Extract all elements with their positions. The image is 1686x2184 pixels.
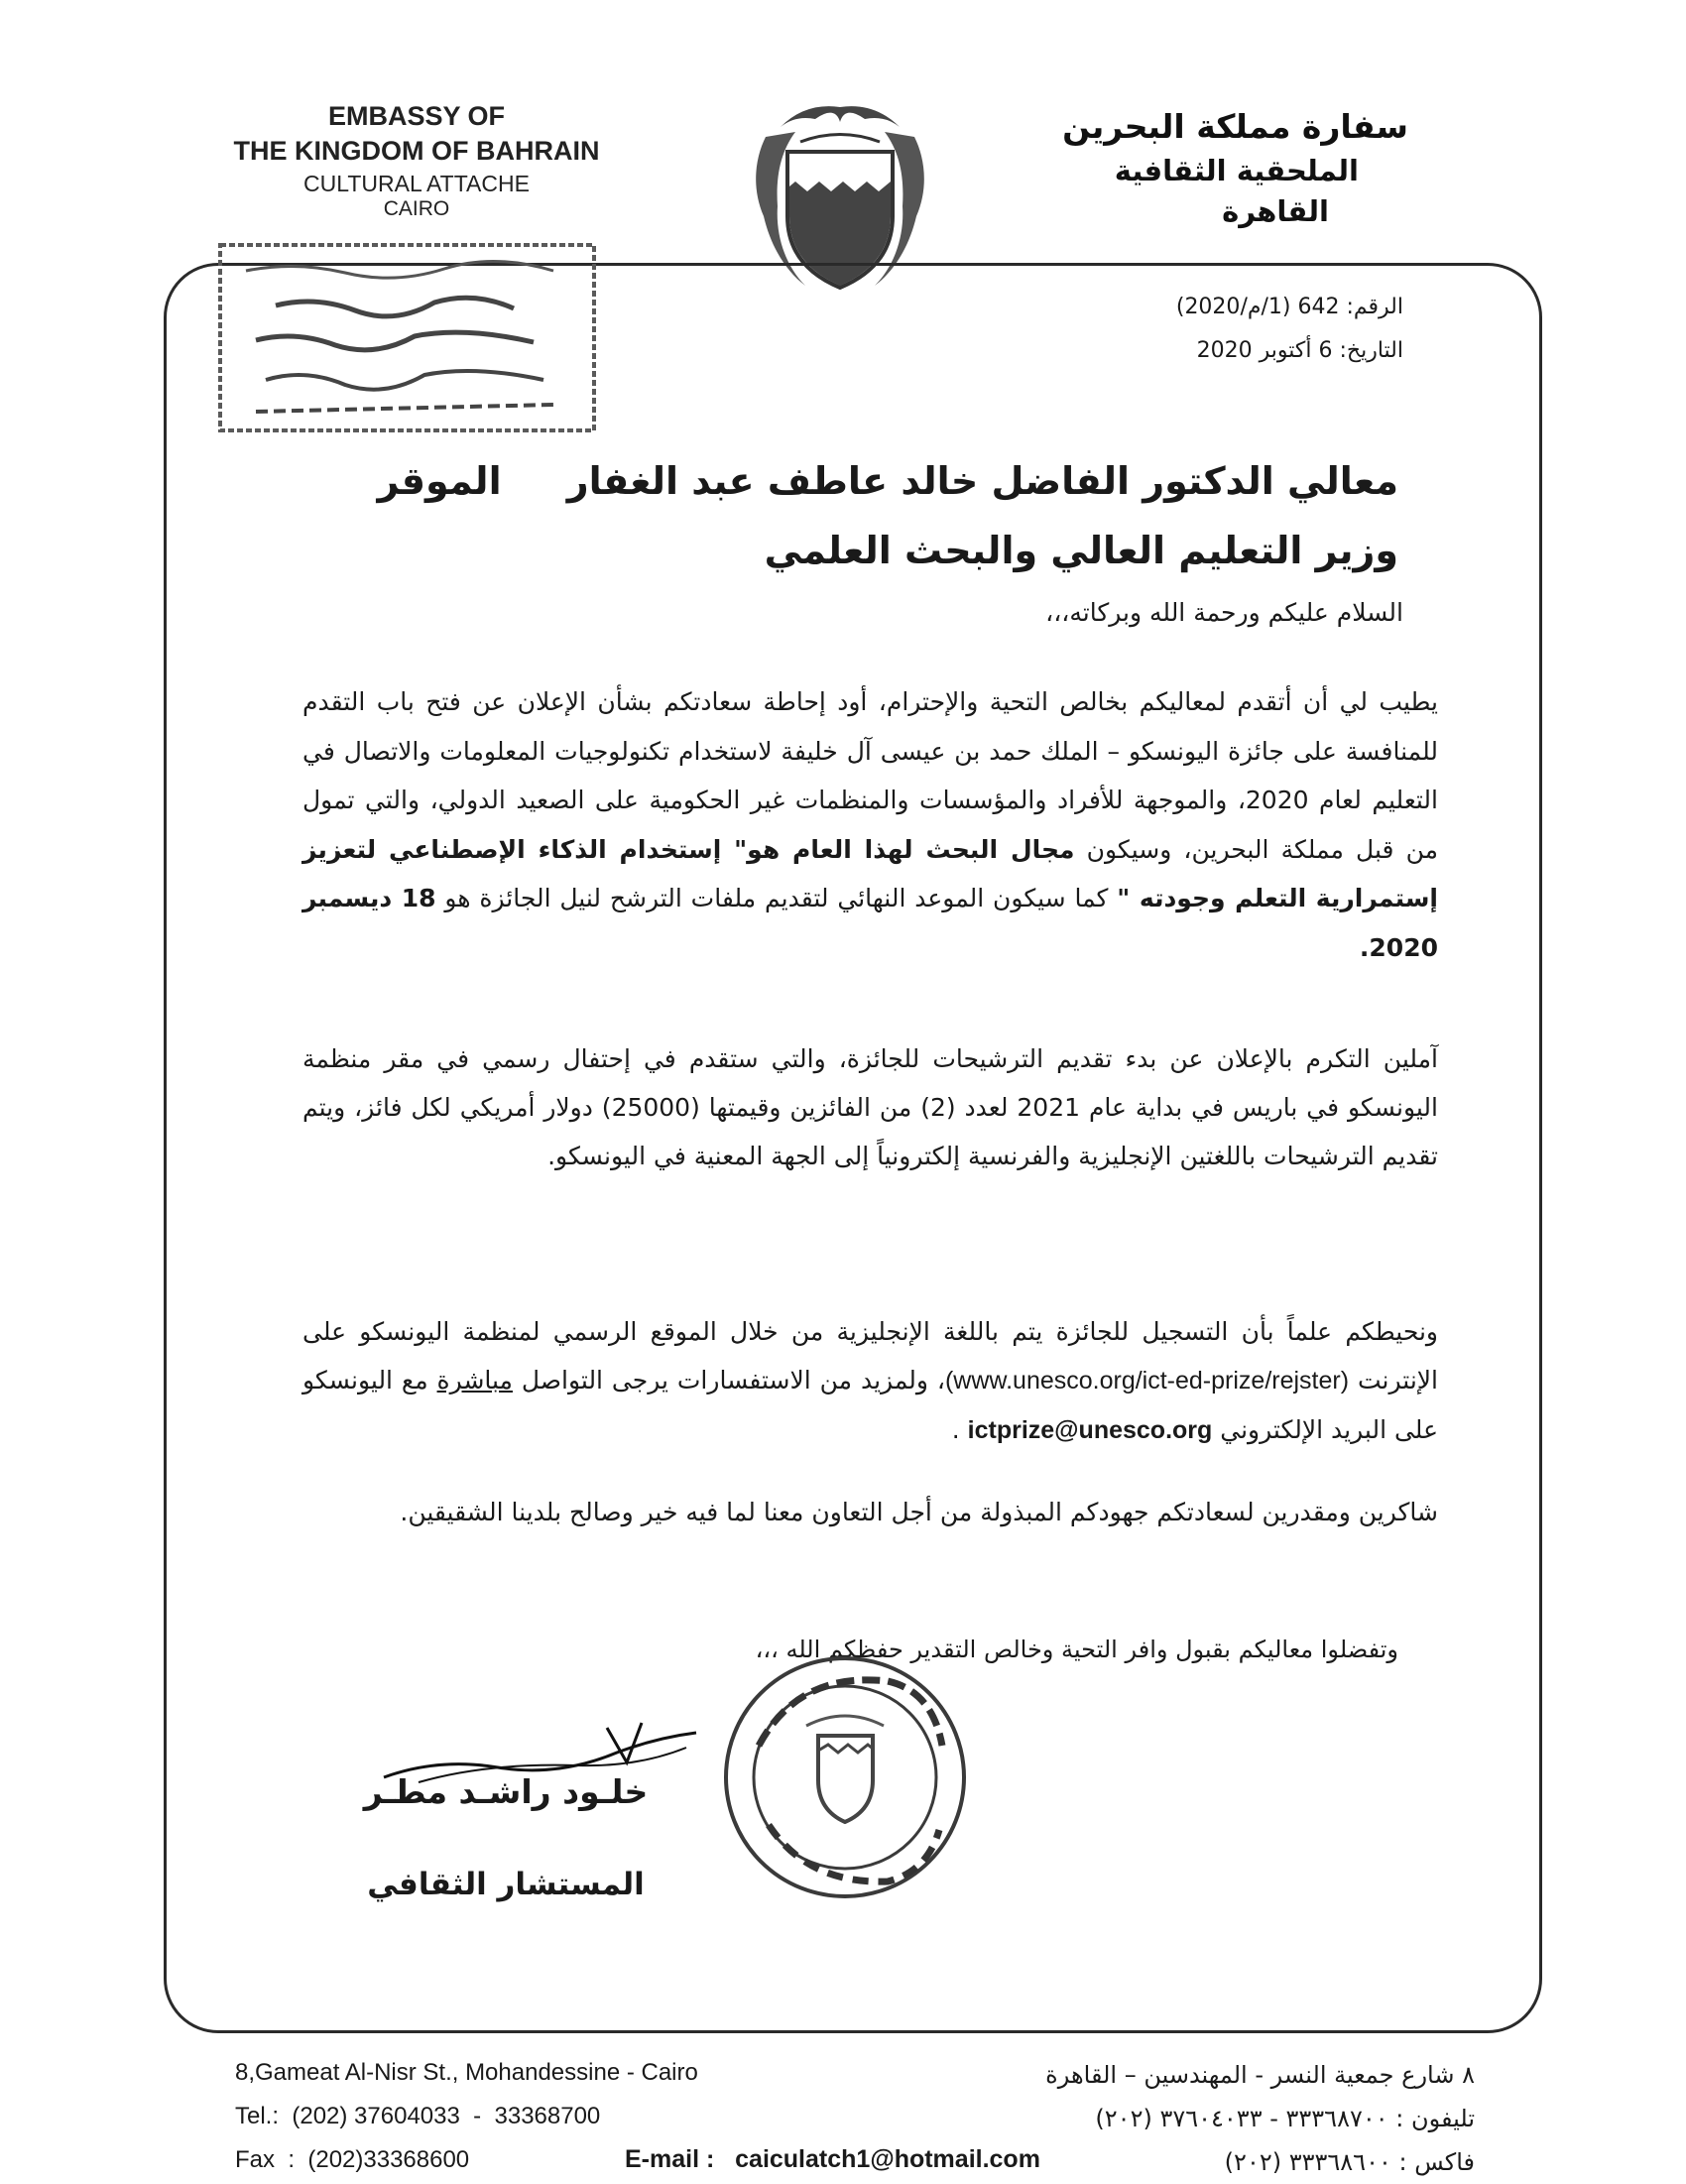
prize-email: ictprize@unesco.org: [967, 1416, 1213, 1444]
footer-fax-en: Fax : (202)33368600: [235, 2146, 470, 2173]
p1-mid: كما سيكون الموعد النهائي لتقديم ملفات الترشح لنيل الجائزة هو: [435, 884, 1118, 912]
signatory-name: خلـود راشـد مطـر: [363, 1772, 649, 1811]
addressee: [288, 451, 1398, 580]
footer-tel-en: Tel.: (202) 37604033 - 33368700: [235, 2103, 601, 2129]
p3-start: ونحيطكم علماً بأن التسجيل للجائزة يتم باللغة الإنجليزية من خلال الموقع الرسمي لمنظمة اليونسكو على الإنترنت: [302, 1317, 1438, 1395]
incoming-stamp-icon: [216, 241, 598, 434]
p1-research-field: مجال البحث لهذا العام هو" إستخدام الذكاء الإصطناعي لتعزيز إستمرارية التعلم وجودته ": [302, 834, 1438, 912]
reference-date: التاريخ: 6 أكتوبر 2020: [1196, 338, 1403, 363]
signatory-title: المستشار الثقافي: [367, 1867, 645, 1902]
footer-address-en: 8,Gameat Al-Nisr St., Mohandessine - Cairo: [235, 2059, 698, 2086]
p3-mid2: مع اليونسكو على البريد الإلكتروني: [302, 1366, 1438, 1444]
addressee-title: وزير التعليم العالي والبحث العلمي: [764, 529, 1398, 572]
p3-mid: ، ولمزيد من الاستفسارات يرجى التواصل: [512, 1366, 945, 1395]
p3-direct: مباشرة: [436, 1366, 513, 1395]
addressee-name: معالي الدكتور الفاضل خالد عاطف عبد الغفار الموقر: [377, 459, 1398, 503]
paragraph-announcement: [302, 677, 1438, 972]
paragraph-thanks: شاكرين ومقدرين لسعادتكم جهودكم المبذولة من أجل التعاون معنا لما فيه خير وصالح بلدينا الشقيقين.: [400, 1498, 1438, 1526]
city-line-ar: القاهرة: [1222, 194, 1329, 228]
embassy-round-seal-icon: [719, 1651, 972, 1904]
footer-tel-ar: تليفون : ٣٣٣٦٨٧٠٠ - ٣٧٦٠٤٠٣٣ (٢٠٢): [1095, 2105, 1475, 2132]
kingdom-line: THE KINGDOM OF BAHRAIN: [233, 136, 600, 166]
p1-start: يطيب لي أن أتقدم لمعاليكم بخالص التحية والإحترام، أود إحاطة سعادتكم بشأن الإعلان عن فتح باب التقدم للمنافسة على جائزة اليونسكو – الملك حمد بن عيسى آل خليفة لاستخدام تكنولوجيات المعلومات والاتصال في التعليم لعام 2020، والموجهة للأفراد والمؤسسات والمنظمات غير الحكومية على الصعيد الدولي، والتي تمول من قبل مملكة البحرين، وسيكون: [302, 687, 1438, 864]
paragraph-registration: [302, 1307, 1438, 1455]
footer-address-ar: ٨ شارع جمعية النسر - المهندسين – القاهرة: [1045, 2061, 1475, 2089]
header-arabic: [1012, 104, 1408, 231]
prize-url: (www.unesco.org/ict-ed-prize/rejster): [944, 1367, 1350, 1395]
attache-line: CULTURAL ATTACHE: [303, 171, 530, 196]
header-english: [198, 99, 635, 220]
city-line: CAIRO: [383, 197, 450, 220]
reference-number: الرقم: 642 (1/م/2020): [1175, 295, 1403, 319]
closing-line: وتفضلوا معاليكم بقبول وافر التحية وخالص التقدير حفظكم الله ،،،: [755, 1636, 1398, 1663]
embassy-line: EMBASSY OF: [327, 101, 506, 131]
greeting: السلام عليكم ورحمة الله وبركاته،،،: [1045, 598, 1403, 627]
p3-end: .: [951, 1415, 968, 1444]
footer-fax-ar: فاكس : ٣٣٣٦٨٦٠٠ (٢٠٢): [1224, 2148, 1475, 2176]
embassy-line-ar: سفارة مملكة البحرين: [1062, 107, 1408, 146]
attache-line-ar: الملحقية الثقافية: [1114, 154, 1359, 187]
p1-deadline: 18 ديسمبر 2020.: [302, 884, 1438, 962]
footer-email: E-mail : caiculatch1@hotmail.com: [625, 2145, 1040, 2173]
reference-block: [987, 286, 1403, 373]
paragraph-ceremony: آملين التكرم بالإعلان عن بدء تقديم الترشيحات للجائزة، والتي ستقدم في إحتفال رسمي في مقر منظمة اليونسكو في باريس في بداية عام 2021 لعدد (2) من الفائزين وقيمتها (25000) دولار أمريكي لكل فائز، ويتم تقديم الترشيحات باللغتين الإنجليزية والفرنسية إلكترونياً إلى الجهة المعنية في اليونسكو.: [302, 1044, 1438, 1170]
